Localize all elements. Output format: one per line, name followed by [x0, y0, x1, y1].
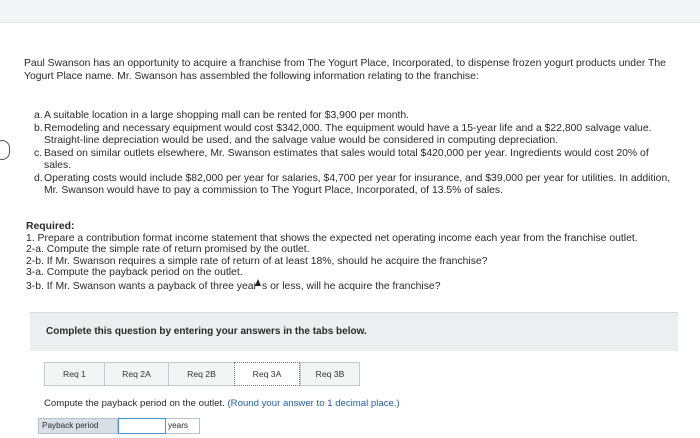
required-q2a: 2-a. Compute the simple rate of return promised by the outlet.	[26, 244, 310, 256]
problem-item-d	[34, 173, 674, 198]
required-q3b	[26, 279, 686, 293]
required-q3a: 3-a. Compute the payback period on the outlet.	[26, 267, 243, 279]
problem-item-c	[34, 148, 674, 173]
item-letter: c.	[34, 147, 43, 159]
item-letter: d.	[34, 172, 43, 184]
active-tab-question	[44, 398, 400, 409]
unit-label: years	[166, 418, 200, 434]
instruction-text: Complete this question by entering your answers in the tabs below.	[46, 326, 367, 337]
problem-items	[34, 110, 674, 198]
problem-intro: Paul Swanson has an opportunity to acquire a franchise from The Yogurt Place, Incorporated, to dispense frozen yogurt products under The Yogurt Place name. Mr. Swanson has assembled the following information relating to the franchise:	[24, 58, 666, 82]
answer-row	[38, 418, 200, 434]
mouse-cursor-icon	[255, 279, 261, 286]
req-tabs	[44, 362, 360, 388]
tab-req-3b[interactable]: Req 3B	[300, 362, 360, 386]
tab-req-2b[interactable]: Req 2B	[168, 362, 234, 386]
tab-req-3a[interactable]: Req 3A	[234, 362, 300, 386]
item-letter: b.	[34, 122, 43, 134]
active-tab-question-text: Compute the payback period on the outlet.	[44, 398, 225, 409]
tab-req-2a[interactable]: Req 2A	[104, 362, 168, 386]
item-text: Based on similar outlets elsewhere, Mr. Swanson estimates that sales would total $420,000 per year. Ingredients would cost 20% of sales.	[44, 147, 649, 171]
required-q1: 1. Prepare a contribution format income statement that shows the expected net operating income each year from the franchise outlet.	[26, 232, 638, 244]
required-q3b-start: 3-b. If Mr. Swanson wants a payback of three year	[26, 280, 258, 292]
instruction-panel	[30, 312, 678, 351]
item-letter: a.	[34, 110, 43, 121]
item-text: Remodeling and necessary equipment would cost $342,000. The equipment would have a 15-year life and a $22,800 salvage value. Straight-line depreciation would be used, and the salvage value would be considered in computing depreciation.	[44, 122, 652, 146]
required-q3b-end: s or less, will he acquire the franchise?	[262, 280, 441, 292]
top-bar	[0, 0, 700, 23]
side-toggle-icon[interactable]	[0, 140, 10, 160]
payback-period-input[interactable]	[118, 418, 166, 434]
problem-item-b	[34, 123, 674, 148]
required-section	[26, 221, 686, 293]
tab-req-1[interactable]: Req 1	[44, 362, 104, 386]
rounding-note: (Round your answer to 1 decimal place.)	[227, 398, 400, 409]
problem-item-a	[34, 110, 674, 123]
required-title: Required:	[26, 221, 75, 232]
item-text: A suitable location in a large shopping mall can be rented for $3,900 per month.	[44, 110, 410, 121]
item-text: Operating costs would include $82,000 per year for salaries, $4,700 per year for insurance, and $39,000 per year for utilities. In addition, Mr. Swanson would have to pay a commission to The Yogurt Place, Incorporated, of 13.5% of sales.	[44, 172, 671, 196]
required-q2b: 2-b. If Mr. Swanson requires a simple rate of return of at least 18%, should he acquire the franchise?	[26, 255, 488, 267]
payback-period-label: Payback period	[38, 418, 118, 434]
